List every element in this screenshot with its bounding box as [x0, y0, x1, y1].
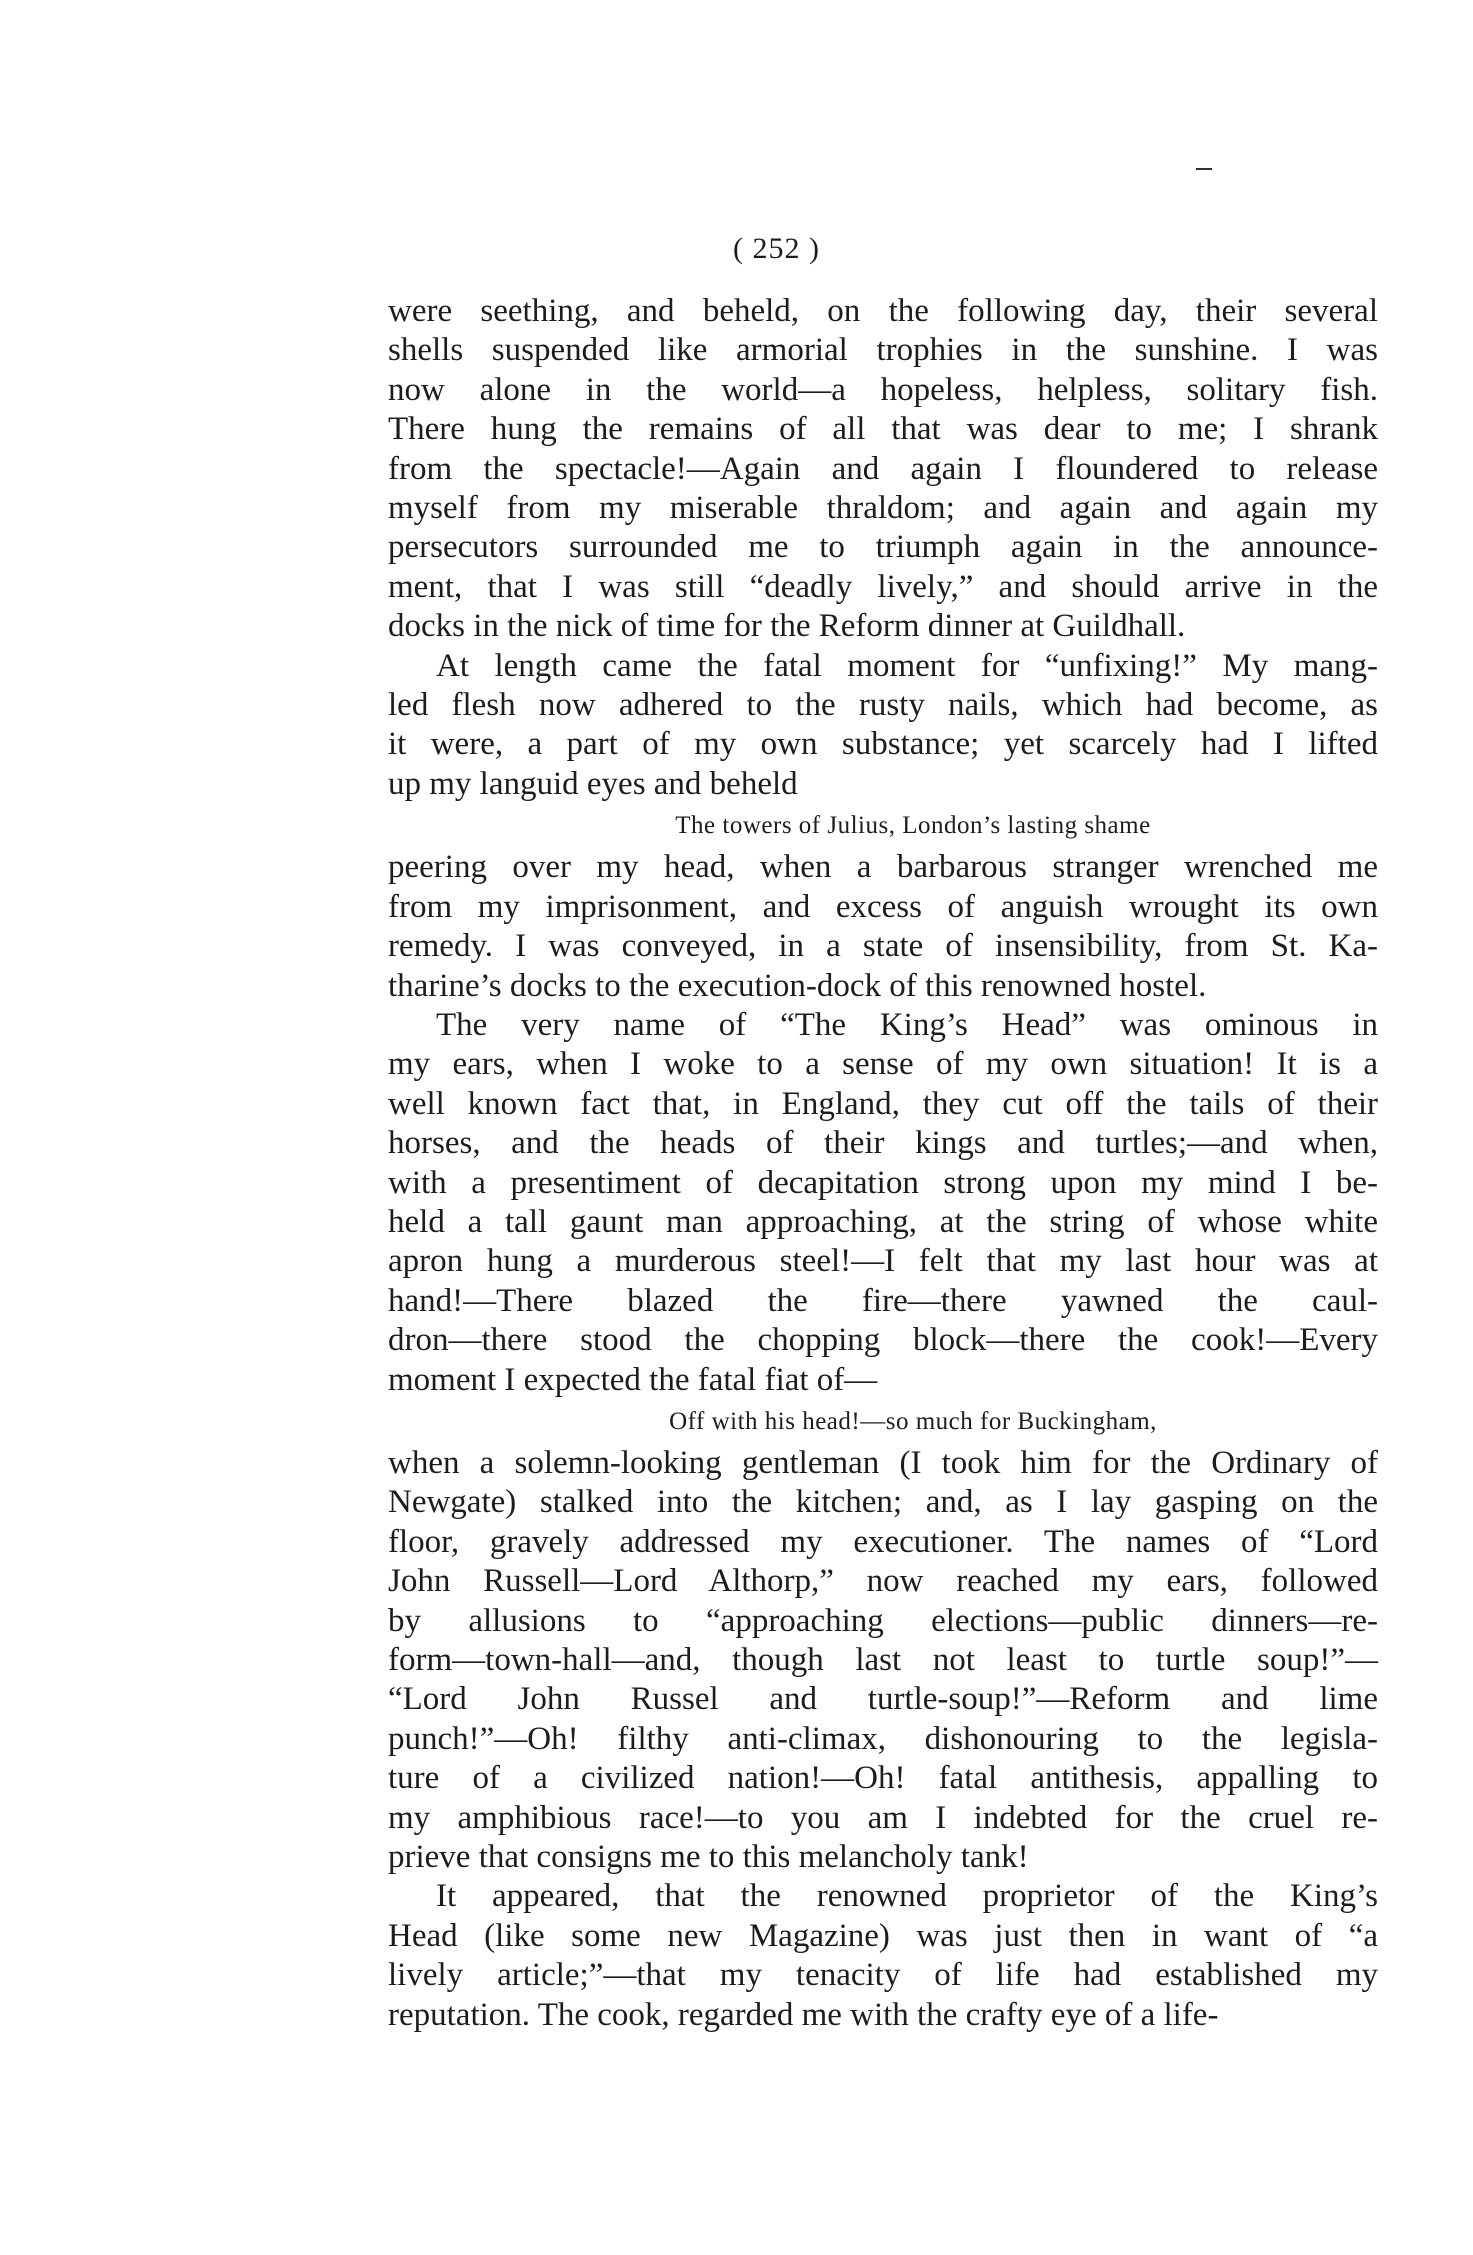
quoted-verse: The towers of Julius, London’s lasting shame	[675, 812, 1151, 840]
paragraph	[388, 1006, 1378, 1400]
text-line: apron hung a murderous steel!—I felt that my last hour was at	[388, 1243, 1378, 1280]
text-line: from my imprisonment, and excess of anguish wrought its own	[388, 888, 1378, 925]
text-line: Newgate) stalked into the kitchen; and, as I lay gasping on the	[388, 1484, 1378, 1521]
page-number: ( 252 )	[733, 232, 820, 265]
text-line: punch!”—Oh! filthy anti-climax, dishonouring to the legisla-	[388, 1720, 1378, 1757]
text-line: At length came the fatal moment for “unfixing!” My mang-	[436, 647, 1378, 684]
paragraph	[388, 1877, 1378, 2035]
text-line: tharine’s docks to the execution-dock of this renowned hostel.	[388, 967, 1207, 1004]
text-line: docks in the nick of time for the Reform dinner at Guildhall.	[388, 608, 1186, 645]
text-line: hand!—There blazed the fire—there yawned the caul-	[388, 1282, 1378, 1319]
text-line: with a presentiment of decapitation strong upon my mind I be-	[388, 1164, 1378, 1201]
text-line: my ears, when I woke to a sense of my own situation! It is a	[388, 1046, 1378, 1083]
text-line: persecutors surrounded me to triumph again in the announce-	[388, 529, 1378, 566]
text-line: It appeared, that the renowned proprietor of the King’s	[436, 1878, 1378, 1915]
text-line: led flesh now adhered to the rusty nails, which had become, as	[388, 687, 1378, 724]
text-line: horses, and the heads of their kings and turtles;—and when,	[388, 1125, 1378, 1162]
text-line: ture of a civilized nation!—Oh! fatal antithesis, appalling to	[388, 1760, 1378, 1797]
text-line: my amphibious race!—to you am I indebted for the cruel re-	[388, 1799, 1378, 1836]
text-line: dron—there stood the chopping block—there the cook!—Every	[388, 1322, 1378, 1359]
text-line: prieve that consigns me to this melancholy tank!	[388, 1839, 1029, 1876]
text-line: John Russell—Lord Althorp,” now reached my ears, followed	[388, 1563, 1378, 1600]
text-line: from the spectacle!—Again and again I floundered to release	[388, 450, 1378, 487]
paragraph	[388, 848, 1378, 1006]
text-line: floor, gravely addressed my executioner. The names of “Lord	[388, 1523, 1378, 1560]
text-line: held a tall gaunt man approaching, at the string of whose white	[388, 1203, 1378, 1240]
text-line: “Lord John Russel and turtle-soup!”—Reform and lime	[388, 1681, 1378, 1718]
text-line: shells suspended like armorial trophies in the sunshine. I was	[388, 332, 1378, 369]
text-line: form—town-hall—and, though last not least to turtle soup!”—	[388, 1642, 1378, 1678]
paragraph	[388, 647, 1378, 805]
text-line: ment, that I was still “deadly lively,” and should arrive in the	[388, 568, 1378, 605]
top-margin-mark	[1196, 168, 1212, 170]
text-line: lively article;”—that my tenacity of life had established my	[388, 1957, 1378, 1994]
text-line: now alone in the world—a hopeless, helpless, solitary fish.	[388, 371, 1378, 408]
quoted-verse: Off with his head!—so much for Buckingham,	[669, 1407, 1157, 1435]
text-line: peering over my head, when a barbarous stranger wrenched me	[388, 849, 1378, 886]
text-line: There hung the remains of all that was dear to me; I shrank	[388, 411, 1378, 448]
text-line: reputation. The cook, regarded me with the crafty eye of a life-	[388, 1996, 1219, 2033]
text-line: myself from my miserable thraldom; and again and again my	[388, 490, 1378, 527]
text-line: it were, a part of my own substance; yet scarcely had I lifted	[388, 726, 1378, 763]
text-line: by allusions to “approaching elections—public dinners—re-	[388, 1602, 1378, 1639]
paragraph	[388, 1444, 1378, 1877]
text-line: The very name of “The King’s Head” was ominous in	[436, 1006, 1378, 1043]
text-line: moment I expected the fatal fiat of—	[388, 1361, 878, 1398]
text-line: up my languid eyes and beheld	[388, 765, 798, 802]
text-line: well known fact that, in England, they cut off the tails of their	[388, 1085, 1378, 1122]
body-text	[388, 292, 1378, 2035]
text-line: when a solemn-looking gentleman (I took him for the Ordinary of	[388, 1444, 1378, 1481]
text-line: remedy. I was conveyed, in a state of insensibility, from St. Ka-	[388, 928, 1378, 965]
text-line: Head (like some new Magazine) was just then in want of “a	[388, 1917, 1378, 1954]
text-line: were seething, and beheld, on the following day, their several	[388, 293, 1378, 329]
paragraph	[388, 292, 1378, 647]
